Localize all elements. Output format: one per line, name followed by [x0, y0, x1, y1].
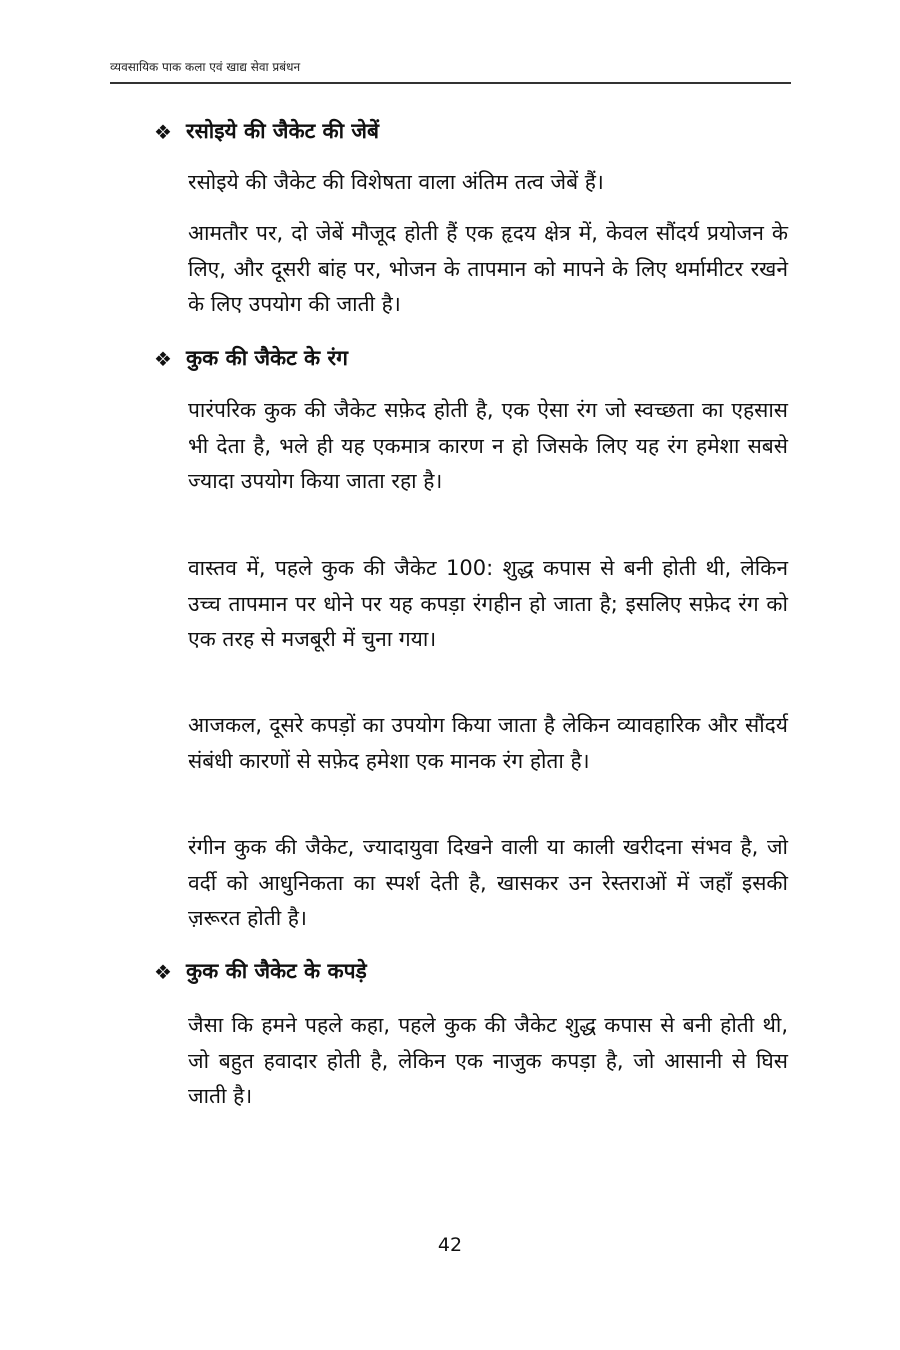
- page-number: 42: [437, 1234, 463, 1256]
- section-heading-pockets: [152, 117, 379, 145]
- diamond-bullet-icon: ❖: [154, 347, 172, 371]
- paragraph: आमतौर पर, दो जेबें मौजूद होती हैं एक हृदय क्षेत्र में, केवल सौंदर्य प्रयोजन के लिए, और दूसरी बांह पर, भोजन के तापमान को मापने के लिए थर्मामीटर रखने के लिए उपयोग की जाती है।: [188, 221, 788, 316]
- section-heading-fabrics: [152, 957, 367, 985]
- section-heading-text: कुक की जैकेट के कपड़े: [186, 959, 367, 983]
- paragraph: रंगीन कुक की जैकेट, ज्यादायुवा दिखने वाली या काली खरीदना संभव है, जो वर्दी को आधुनिकता का स्पर्श देती है, खासकर उन रेस्तराओं में जहाँ इसकी ज़रूरत होती है।: [188, 835, 788, 930]
- section-heading-text: रसोइये की जैकेट की जेबें: [186, 119, 379, 143]
- paragraph: रसोइये की जैकेट की विशेषता वाला अंतिम तत्व जेबें हैं।: [188, 170, 604, 194]
- paragraph: आजकल, दूसरे कपड़ों का उपयोग किया जाता है लेकिन व्यावहारिक और सौंदर्य संबंधी कारणों से सफ़ेद हमेशा एक मानक रंग होता है।: [188, 713, 788, 773]
- paragraph: वास्तव में, पहले कुक की जैकेट 100: शुद्ध कपास से बनी होती थी, लेकिन उच्च तापमान पर धोने पर यह कपड़ा रंगहीन हो जाता है; इसलिए सफ़ेद रंग को एक तरह से मजबूरी में चुना गया।: [188, 556, 788, 651]
- section-heading-colors: [152, 344, 348, 372]
- running-header: व्यवसायिक पाक कला एवं खाद्य सेवा प्रबंधन: [110, 60, 301, 74]
- diamond-bullet-icon: ❖: [154, 120, 172, 144]
- paragraph: जैसा कि हमने पहले कहा, पहले कुक की जैकेट शुद्ध कपास से बनी होती थी, जो बहुत हवादार होती है, लेकिन एक नाजुक कपड़ा है, जो आसानी से घिस जाती है।: [188, 1013, 788, 1108]
- section-heading-text: कुक की जैकेट के रंग: [186, 346, 348, 370]
- diamond-bullet-icon: ❖: [154, 960, 172, 984]
- paragraph: पारंपरिक कुक की जैकेट सफ़ेद होती है, एक ऐसा रंग जो स्वच्छता का एहसास भी देता है, भले ही यह एकमात्र कारण न हो जिसके लिए यह रंग हमेशा सबसे ज्यादा उपयोग किया जाता रहा है।: [188, 398, 788, 493]
